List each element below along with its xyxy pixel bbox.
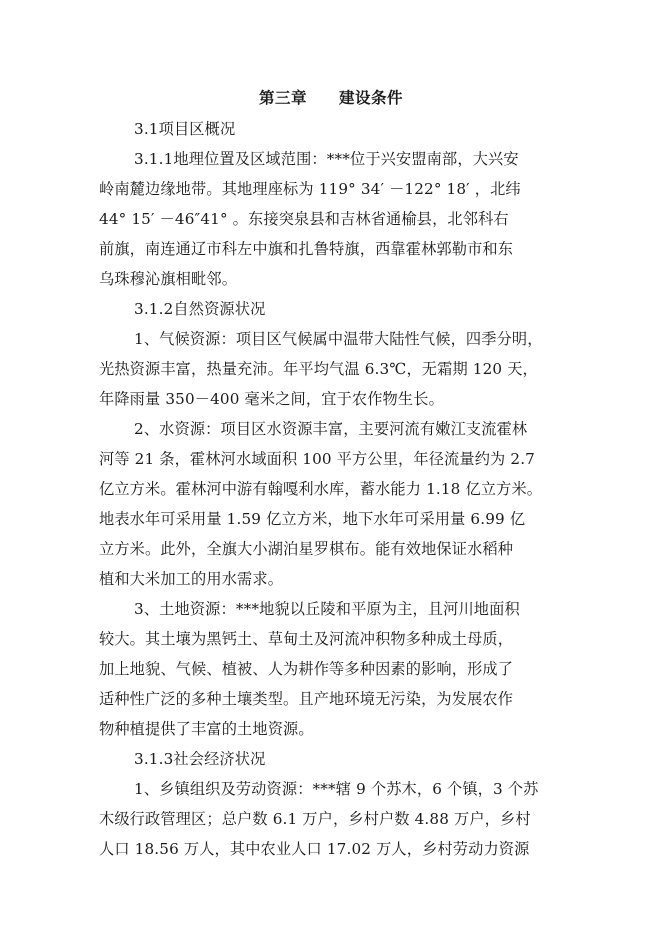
section-heading-3-1-3: 3.1.3社会经济状况: [134, 750, 266, 768]
paragraph-line: 木级行政管理区；总户数 6.1 万户，乡村户数 4.88 万户，乡村: [99, 810, 531, 828]
paragraph-line: 光热资源丰富，热量充沛。年平均气温 6.3℃，无霜期 120 天，: [99, 360, 538, 378]
paragraph-line: 地表水年可采用量 1.59 亿立方米，地下水年可采用量 6.99 亿: [99, 510, 526, 528]
paragraph-line: 3、土地资源：***地貌以丘陵和平原为主，且河川地面积: [134, 600, 520, 618]
paragraph-line: 亿立方米。霍林河中游有翰嘎利水库，蓄水能力 1.18 亿立方米。: [99, 480, 543, 498]
paragraph-line: 44° 15′ －46″41° 。东接突泉县和吉林省通榆县，北邻科右: [99, 210, 509, 228]
section-heading-3-1: 3.1项目区概况: [134, 120, 236, 138]
paragraph-line: 加上地貌、气候、植被、人为耕作等多种因素的影响，形成了: [99, 660, 514, 678]
paragraph-line: 植和大米加工的用水需求。: [99, 570, 284, 588]
paragraph-line: 前旗，南连通辽市科左中旗和扎鲁特旗，西靠霍林郭勒市和东: [99, 240, 514, 258]
paragraph-line: 较大。其土壤为黑钙土、草甸土及河流冲积物多种成土母质，: [99, 630, 514, 648]
paragraph-line: 1、乡镇组织及劳动资源：***辖 9 个苏木，6 个镇，3 个苏: [134, 780, 539, 798]
paragraph-line: 乌珠穆沁旗相毗邻。: [99, 270, 238, 288]
paragraph-line: 适种性广泛的多种土壤类型。且产地环境无污染，为发展农作: [99, 690, 514, 708]
paragraph-line: 物种植提供了丰富的土地资源。: [99, 720, 314, 738]
paragraph-line: 河等 21 条，霍林河水域面积 100 平方公里，年径流量约为 2.7: [99, 450, 535, 468]
paragraph-line: 立方米。此外，全旗大小湖泊星罗棋布。能有效地保证水稻种: [99, 540, 514, 558]
paragraph-line: 人口 18.56 万人，其中农业人口 17.02 万人，乡村劳动力资源: [99, 840, 530, 858]
paragraph-line: 年降雨量 350－400 毫米之间，宜于农作物生长。: [99, 390, 444, 408]
paragraph-line: 3.1.1地理位置及区域范围：***位于兴安盟南部，大兴安: [134, 150, 519, 168]
section-heading-3-1-2: 3.1.2自然资源状况: [134, 300, 266, 318]
paragraph-line: 2、水资源：项目区水资源丰富，主要河流有嫩江支流霍林: [134, 420, 528, 438]
chapter-title: 第三章 建设条件: [258, 88, 403, 107]
paragraph-line: 1、气候资源：项目区气候属中温带大陆性气候，四季分明，: [134, 330, 543, 348]
paragraph-line: 岭南麓边缘地带。其地理座标为 119° 34′ －122° 18′ ，北纬: [99, 180, 521, 198]
